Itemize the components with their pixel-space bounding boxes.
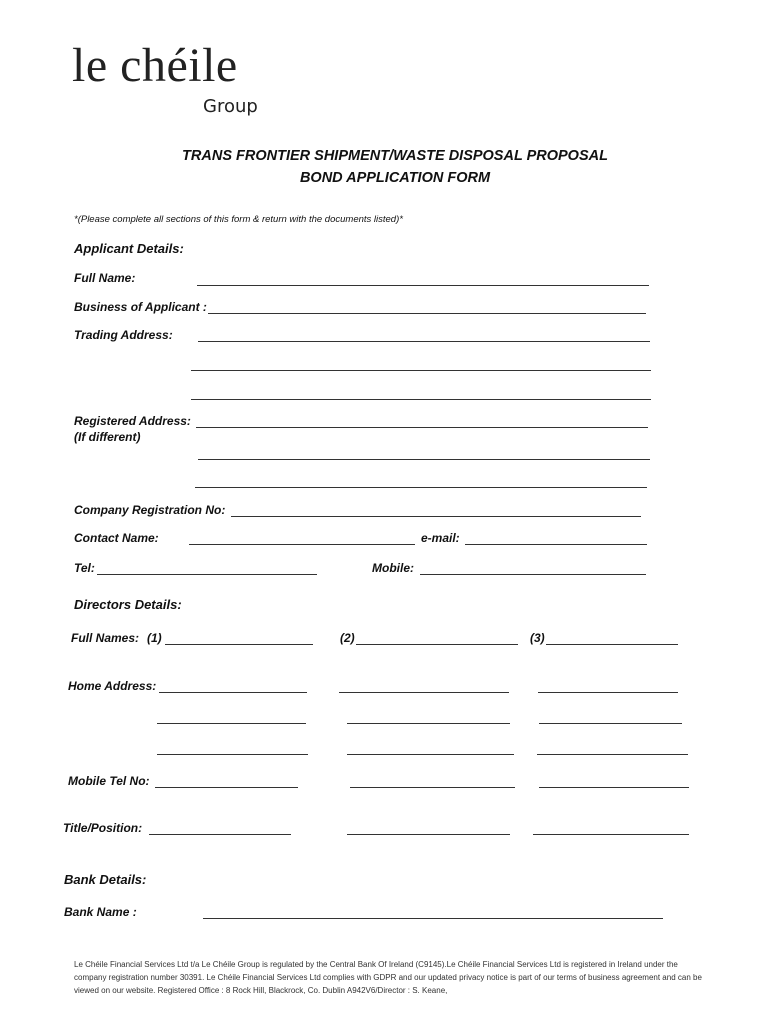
director-3-address-field-3[interactable] <box>537 754 688 755</box>
trading-address-field-2[interactable] <box>191 370 651 371</box>
trading-address-field-3[interactable] <box>191 399 651 400</box>
mobile-tel-label: Mobile Tel No: <box>68 774 150 788</box>
email-label: e-mail: <box>421 531 460 545</box>
director-2-address-field-3[interactable] <box>347 754 514 755</box>
director-2-title-field[interactable] <box>347 834 510 835</box>
director-2-mobile-field[interactable] <box>350 787 515 788</box>
home-address-label: Home Address: <box>68 679 157 693</box>
mobile-label: Mobile: <box>372 561 414 575</box>
tel-label: Tel: <box>74 561 95 575</box>
form-title-line2: BOND APPLICATION FORM <box>299 170 491 186</box>
company-logo: le chéile <box>72 39 238 92</box>
director-3-title-field[interactable] <box>533 834 689 835</box>
business-field[interactable] <box>208 313 646 314</box>
director-1-mobile-field[interactable] <box>155 787 298 788</box>
company-logo-group: Group <box>203 96 258 117</box>
company-registration-label: Company Registration No: <box>74 503 226 517</box>
business-label: Business of Applicant : <box>74 300 207 314</box>
form-title-line1: TRANS FRONTIER SHIPMENT/WASTE DISPOSAL PROPOSAL <box>182 148 608 164</box>
if-different-label: (If different) <box>74 430 141 444</box>
director-3-address-field-1[interactable] <box>538 692 678 693</box>
bank-details-heading: Bank Details: <box>64 872 147 887</box>
director-2-label: (2) <box>340 631 355 645</box>
director-3-name-field[interactable] <box>546 644 678 645</box>
director-3-address-field-2[interactable] <box>539 723 682 724</box>
director-1-address-field-2[interactable] <box>157 723 306 724</box>
registered-address-label: Registered Address: <box>74 414 191 428</box>
bank-name-field[interactable] <box>203 918 663 919</box>
company-registration-field[interactable] <box>231 516 641 517</box>
email-field[interactable] <box>465 544 647 545</box>
regulatory-footer: Le Chéile Financial Services Ltd t/a Le Chéile Group is regulated by the Central Bank Of Ireland (C9145).Le Chéile Financial Services Ltd is registered in Ireland under the company registration number 30391. Le Chéile Financial Services Ltd complies with GDPR and our updated privacy notice is part of our terms of business agreement and can be viewed on our website. Registered Office : 8 Rock Hill, Blackrock, Co. Dublin A942V6/Director : S. Keane, <box>74 960 702 995</box>
instructions-note: *(Please complete all sections of this form & return with the documents listed)* <box>74 214 403 225</box>
director-2-address-field-2[interactable] <box>347 723 510 724</box>
trading-address-label: Trading Address: <box>74 328 173 342</box>
director-3-label: (3) <box>530 631 545 645</box>
tel-field[interactable] <box>97 574 317 575</box>
contact-name-label: Contact Name: <box>74 531 159 545</box>
director-1-name-field[interactable] <box>165 644 313 645</box>
director-2-address-field-1[interactable] <box>339 692 509 693</box>
registered-address-field-3[interactable] <box>195 487 647 488</box>
director-2-name-field[interactable] <box>356 644 518 645</box>
director-1-label: (1) <box>147 631 162 645</box>
full-name-label: Full Name: <box>74 271 136 285</box>
contact-name-field[interactable] <box>189 544 415 545</box>
director-1-address-field-1[interactable] <box>159 692 307 693</box>
title-position-label: Title/Position: <box>63 821 143 835</box>
registered-address-field-1[interactable] <box>196 427 648 428</box>
director-3-mobile-field[interactable] <box>539 787 689 788</box>
full-names-label: Full Names: <box>71 631 140 645</box>
applicant-details-heading: Applicant Details: <box>74 241 184 256</box>
registered-address-field-2[interactable] <box>198 459 650 460</box>
director-1-address-field-3[interactable] <box>157 754 308 755</box>
mobile-field[interactable] <box>420 574 646 575</box>
bank-name-label: Bank Name : <box>64 905 137 919</box>
trading-address-field-1[interactable] <box>198 341 650 342</box>
full-name-field[interactable] <box>197 285 649 286</box>
director-1-title-field[interactable] <box>149 834 291 835</box>
directors-details-heading: Directors Details: <box>74 597 182 612</box>
